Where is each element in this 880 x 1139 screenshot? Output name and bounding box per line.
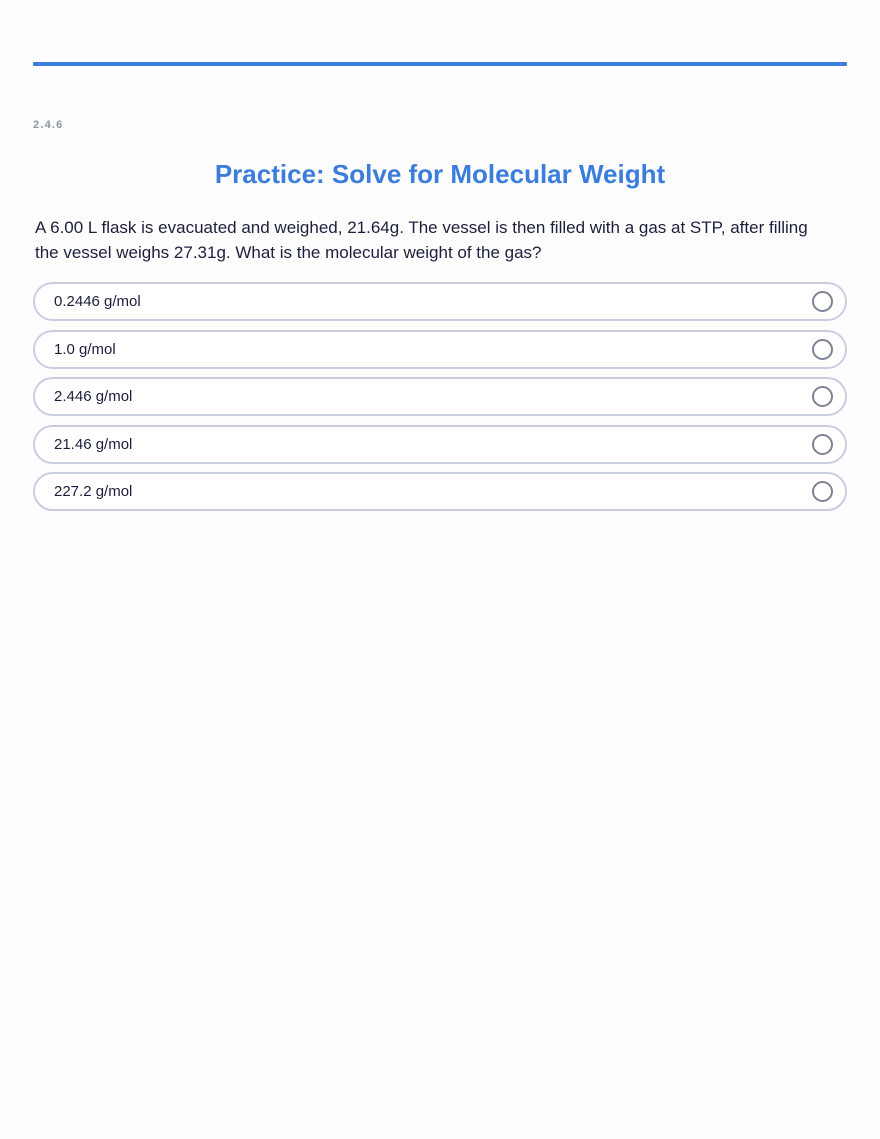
answer-option-1[interactable] xyxy=(33,282,847,321)
radio-unchecked-icon[interactable] xyxy=(812,481,833,502)
answer-option-2[interactable] xyxy=(33,330,847,369)
answer-option-3[interactable] xyxy=(33,377,847,416)
radio-unchecked-icon[interactable] xyxy=(812,339,833,360)
radio-unchecked-icon[interactable] xyxy=(812,434,833,455)
top-divider xyxy=(33,62,847,66)
answer-options xyxy=(33,282,847,520)
answer-option-label: 21.46 g/mol xyxy=(54,435,133,453)
answer-option-4[interactable] xyxy=(33,425,847,464)
answer-option-label: 0.2446 g/mol xyxy=(54,293,141,310)
section-number: 2.4.6 xyxy=(33,119,64,131)
page-title: Practice: Solve for Molecular Weight xyxy=(214,159,666,189)
answer-option-label: 2.446 g/mol xyxy=(54,388,133,405)
answer-option-label: 1.0 g/mol xyxy=(54,340,116,358)
answer-option-label: 227.2 g/mol xyxy=(54,483,133,500)
radio-unchecked-icon[interactable] xyxy=(812,386,833,407)
answer-option-5[interactable] xyxy=(33,472,847,511)
question-text: A 6.00 L flask is evacuated and weighed, 21.64g. The vessel is then filled with a gas at STP, after filling the vessel weighs 27.31g. What is the molecular weight of the gas? xyxy=(35,218,808,262)
radio-unchecked-icon[interactable] xyxy=(812,291,833,312)
